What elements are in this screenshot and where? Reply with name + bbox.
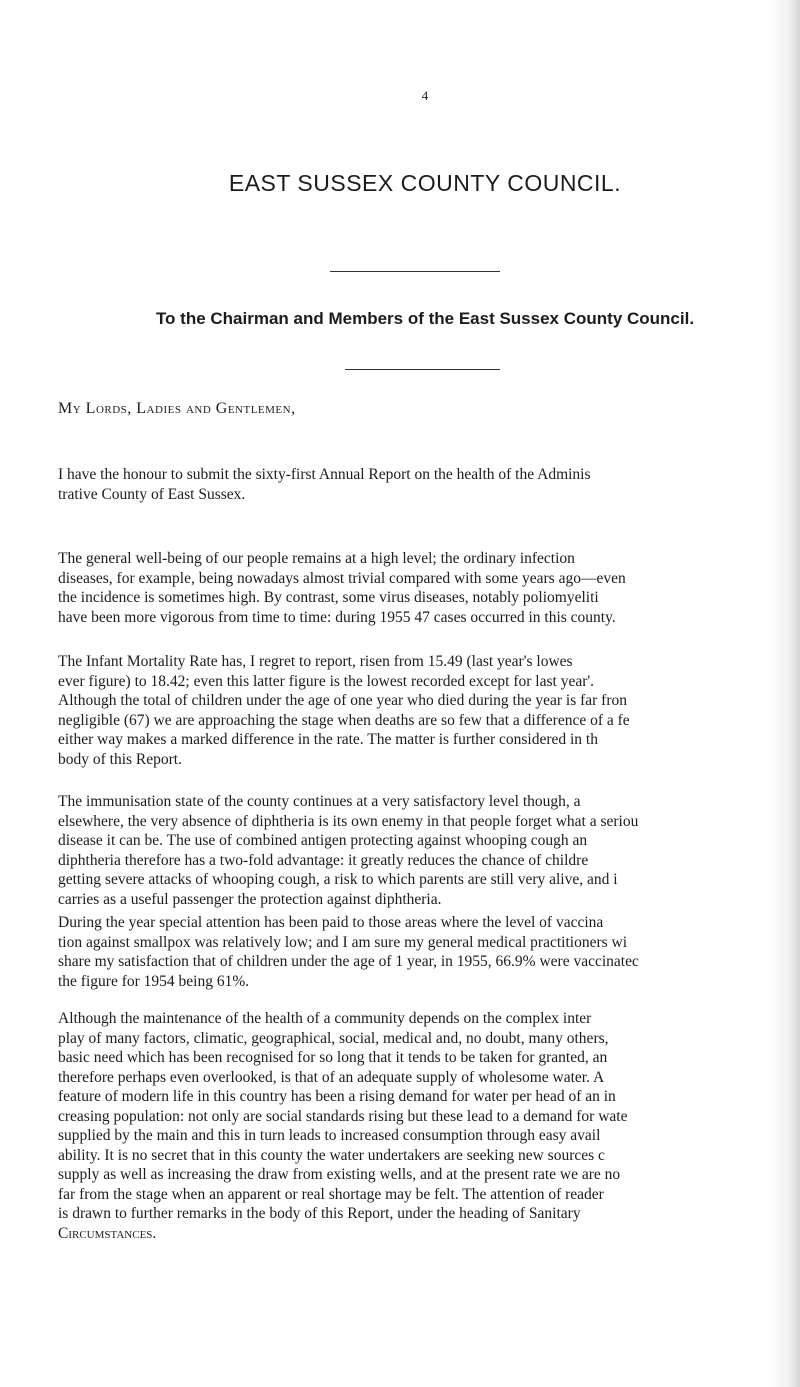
paragraph-line: trative County of East Sussex.	[58, 485, 246, 503]
paragraph-vaccination	[58, 913, 798, 991]
paragraph-line: getting severe attacks of whooping cough, a risk to which parents are still very alive, and i	[58, 871, 618, 888]
paragraph-line: the incidence is sometimes high. By contrast, some virus diseases, notably poliomyeliti	[58, 589, 599, 606]
paragraph-line: diseases, for example, being nowadays almost trivial compared with some years ago—even	[58, 569, 626, 587]
paragraph-line: tion against smallpox was relatively low; and I am sure my general medical practitioners wi	[58, 933, 628, 951]
paragraph-annual-report	[58, 465, 798, 504]
paragraph-line: carries as a useful passenger the protection against diphtheria.	[58, 890, 442, 908]
paragraph-line: basic need which has been recognised for so long that it tends to be taken for granted, an	[58, 1049, 608, 1066]
divider-rule-bottom	[345, 369, 500, 370]
divider-rule-top	[330, 271, 500, 272]
paragraph-line: Circumstances.	[58, 1224, 157, 1242]
paragraph-line: ever figure) to 18.42; even this latter figure is the lowest recorded except for last year'.	[58, 672, 595, 690]
paragraph-line: either way makes a marked difference in the rate. The matter is further considered in th	[58, 731, 598, 748]
paragraph-line: ability. It is no secret that in this county the water undertakers are seeking new sources c	[58, 1146, 605, 1164]
paragraph-line: body of this Report.	[58, 750, 182, 768]
paragraph-line: therefore perhaps even overlooked, is that of an adequate supply of wholesome water. A	[58, 1068, 605, 1086]
paragraph-line: have been more vigorous from time to time: during 1955 47 cases occurred in this county.	[58, 608, 616, 626]
paragraph-line: The general well-being of our people remains at a high level; the ordinary infection	[58, 550, 575, 567]
paragraph-line: the figure for 1954 being 61%.	[58, 972, 250, 990]
paragraph-line: feature of modern life in this country has been a rising demand for water per head of an in	[58, 1088, 616, 1105]
paragraph-line: creasing population: not only are social standards rising but these lead to a demand for wate	[58, 1107, 628, 1125]
paragraph-line: supply as well as increasing the draw from existing wells, and at the present rate we are no	[58, 1166, 621, 1183]
paragraph-line: disease it can be. The use of combined antigen protecting against whooping cough an	[58, 832, 588, 849]
paragraph-line: I have the honour to submit the sixty-first Annual Report on the health of the Adminis	[58, 466, 591, 483]
salutation: My Lords, Ladies and Gentlemen,	[58, 400, 296, 417]
paragraph-general-wellbeing	[58, 549, 798, 627]
paragraph-immunisation	[58, 792, 798, 909]
paragraph-line: share my satisfaction that of children under the age of 1 year, in 1955, 66.9% were vaccinatec	[58, 953, 639, 970]
paragraph-line: play of many factors, climatic, geographical, social, medical and, no doubt, many others,	[58, 1029, 609, 1047]
paragraph-line: elsewhere, the very absence of diphtheria is its own enemy in that people forget what a seriou	[58, 812, 639, 830]
paragraph-line: Although the maintenance of the health of a community depends on the complex inter	[58, 1010, 592, 1027]
paragraph-line: During the year special attention has been paid to those areas where the level of vaccina	[58, 914, 604, 931]
paragraph-line: diphtheria therefore has a two-fold advantage: it greatly reduces the chance of childre	[58, 851, 589, 869]
paragraph-line: far from the stage when an apparent or real shortage may be felt. The attention of reader	[58, 1185, 604, 1203]
paragraph-water-supply	[58, 1009, 798, 1243]
paragraph-line: Although the total of children under the age of one year who died during the year is far fron	[58, 692, 628, 709]
paragraph-line: supplied by the main and this in turn leads to increased consumption through easy avail	[58, 1127, 601, 1144]
paragraph-infant-mortality	[58, 652, 798, 769]
paragraph-line: negligible (67) we are approaching the stage when deaths are so few that a difference of a fe	[58, 711, 630, 729]
council-title: EAST SUSSEX COUNTY COUNCIL.	[228, 170, 622, 196]
paragraph-line: is drawn to further remarks in the body of this Report, under the heading of Sanitary	[58, 1205, 581, 1222]
addressee-heading: To the Chairman and Members of the East Sussex County Council.	[155, 309, 695, 328]
paragraph-line: The immunisation state of the county continues at a very satisfactory level though, a	[58, 793, 581, 810]
paragraph-line: The Infant Mortality Rate has, I regret to report, risen from 15.49 (last year's lowes	[58, 653, 573, 670]
page-number: 4	[421, 88, 429, 103]
